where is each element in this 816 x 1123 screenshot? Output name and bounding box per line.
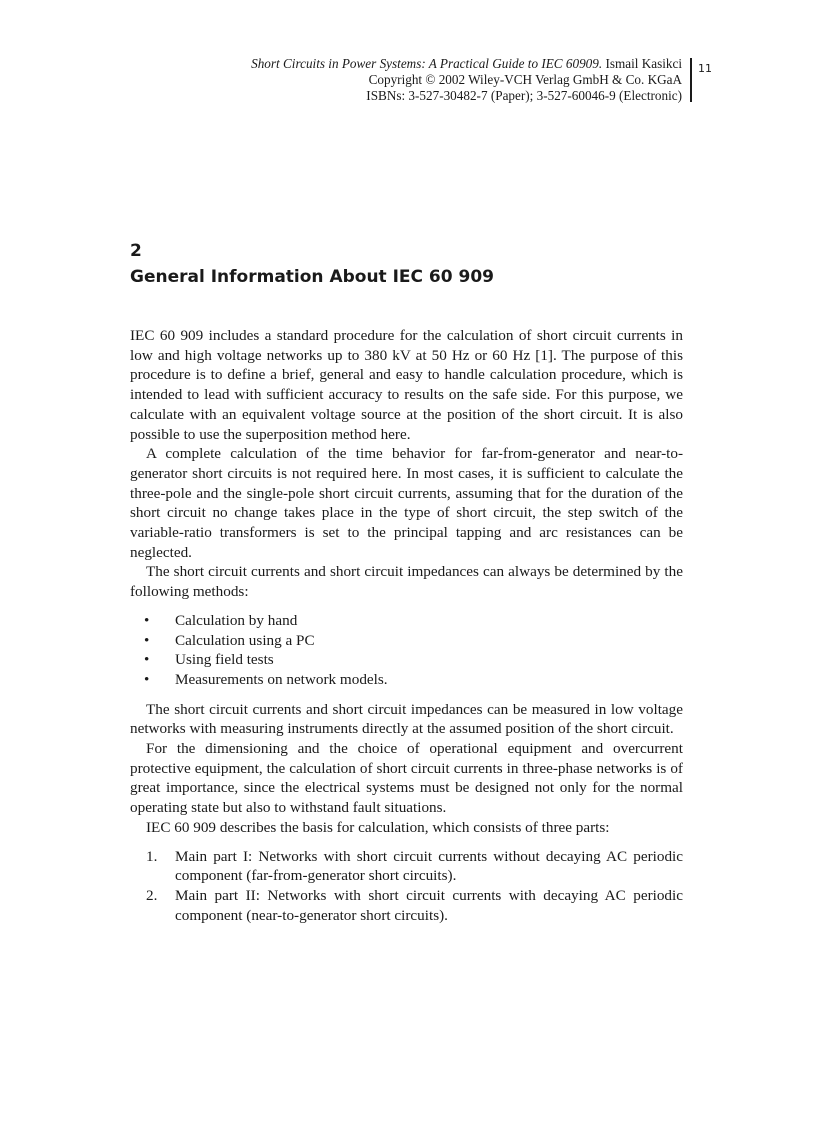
copyright-line: Copyright © 2002 Wiley-VCH Verlag GmbH & Co. KGaA (368, 72, 682, 88)
paragraph-6: IEC 60 909 describes the basis for calculation, which consists of three parts: (146, 818, 610, 836)
list-item (130, 631, 683, 651)
list-item-text: Main part I: Networks with short circuit currents without decaying AC periodic component (far-from-generator short circuits). (175, 847, 683, 885)
book-title: Short Circuits in Power Systems: A Practical Guide to IEC 60909. (251, 56, 603, 71)
list-item (130, 847, 683, 886)
list-item-text: Calculation by hand (175, 611, 298, 629)
running-header (162, 56, 682, 105)
bullet-icon: • (144, 631, 150, 649)
list-item (130, 886, 683, 925)
paragraph-5: For the dimensioning and the choice of operational equipment and overcurrent protective equipment, the calculation of short circuit currents in three-phase networks is of great importance, since the electrical systems must be designed not only for the normal operating state but also to withstand fault situations. (130, 740, 683, 817)
page-number: 11 (698, 62, 712, 75)
list-item (130, 670, 683, 690)
isbn-line: ISBNs: 3-527-30482-7 (Paper); 3-527-60046-9 (Electronic) (366, 88, 682, 104)
list-number: 2. (146, 886, 158, 904)
book-author: Ismail Kasikci (602, 56, 682, 71)
list-item (130, 611, 683, 631)
chapter-number: 2 (130, 241, 142, 261)
parts-list (130, 847, 683, 926)
list-item-text: Using field tests (175, 651, 274, 669)
body-text (130, 326, 683, 925)
list-item (130, 650, 683, 670)
paragraph-1: IEC 60 909 includes a standard procedure for the calculation of short circuit currents in low and high voltage networks up to 380 kV at 50 Hz or 60 Hz [1]. The purpose of this procedure is to define a brief, general and easy to handle calculation procedure, which is intended to lead with sufficient accuracy to results on the safe side. For this purpose, we calculate with an equivalent voltage source at the position of the short circuit. It is also possible to use the superposition method here. (130, 327, 683, 443)
paragraph-2: A complete calculation of the time behavior for far-from-generator and near-to-generator short circuits is not required here. In most cases, it is sufficient to calculate the three-pole and the single-pole short circuit currents, assuming that for the duration of the short circuit no change takes place in the type of short circuit, the step switch of the variable-ratio transformers is set to the principal tapping and arc resistances can be neglected. (130, 445, 683, 561)
list-number: 1. (146, 847, 158, 865)
bullet-icon: • (144, 651, 150, 669)
list-item-text: Main part II: Networks with short circuit currents with decaying AC periodic component (near-to-generator short circuits). (175, 886, 683, 924)
paragraph-4: The short circuit currents and short circuit impedances can be measured in low voltage networks with measuring instruments directly at the assumed position of the short circuit. (130, 700, 683, 738)
chapter-title: General Information About IEC 60 909 (130, 267, 494, 287)
paragraph-3: The short circuit currents and short circuit impedances can always be determined by the following methods: (130, 563, 683, 601)
methods-list (130, 611, 683, 690)
header-line-1 (162, 56, 682, 72)
bullet-icon: • (144, 670, 150, 688)
list-item-text: Measurements on network models. (175, 670, 388, 688)
header-rule (690, 58, 692, 102)
bullet-icon: • (144, 611, 150, 629)
list-item-text: Calculation using a PC (175, 631, 315, 649)
